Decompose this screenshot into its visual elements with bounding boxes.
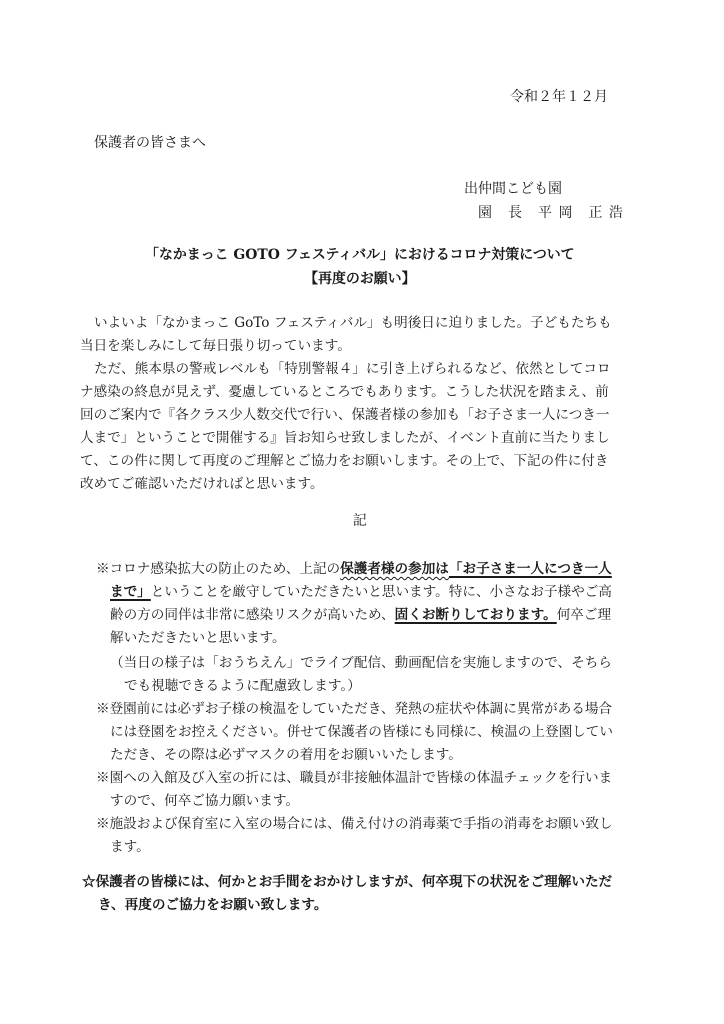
- ki-heading: 記: [352, 513, 367, 529]
- item1-note-line: でも視聴できるように配慮致します。）: [124, 678, 361, 694]
- item1-line: [110, 606, 611, 624]
- sender-organization: 出仲間こども園: [464, 181, 562, 197]
- item1-emphasis: まで」: [110, 584, 151, 600]
- item2-line: には登園をお控えください。併せて保護者の皆様にも同様に、検温の上登園してい: [110, 724, 613, 740]
- item1-note-line: （当日の様子は「おうちえん」でライブ配信、動画配信を実施しますので、そちら: [110, 655, 612, 671]
- item1-line: [96, 560, 612, 578]
- item2-line: ただき、その際は必ずマスクの着用をお願いいたします。: [110, 747, 462, 763]
- intro-line: いよいよ「なかまっこ GoTo フェスティバル」も明後日に迫りました。子どもたちも: [94, 315, 612, 331]
- closing-line: き、再度のご協力をお願い致します。: [98, 897, 328, 913]
- item4-line: ます。: [110, 839, 150, 855]
- item4-line: ※施設および保育室に入室の場合には、備え付けの消毒薬で手指の消毒をお願い致し: [96, 816, 613, 832]
- item1-text: ということを厳守していただきたいと思います。特に、小さなお子様やご高: [150, 584, 612, 600]
- letter-recipient: 保護者の皆さまへ: [94, 135, 206, 151]
- sender-principal: 園 長 平 岡 正 浩: [478, 205, 624, 221]
- intro-line: て、この件に関して再度のご理解とご協力をお願いします。その上で、下記の件に付き: [80, 453, 609, 469]
- item3-line: すので、何卒ご協力願います。: [110, 793, 299, 809]
- intro-line: 人まで」ということで開催する』旨お知らせ致しましたが、イベント直前に当たりまし: [80, 430, 610, 446]
- item1-text: 齢の方の同伴は非常に感染リスクが高いため、: [110, 607, 395, 623]
- item2-line: ※登園前には必ずお子様の検温をしていただき、発熱の症状や体調に異常がある場合: [96, 701, 613, 717]
- item1-line: [110, 583, 612, 601]
- item1-emphasis: 「お子さま一人につき一人: [448, 561, 612, 577]
- letter-subtitle: 【再度のお願い】: [304, 271, 416, 287]
- item1-text: ※コロナ感染拡大の防止のため、上記の: [96, 561, 341, 577]
- item1-emphasis: 固くお断りしております。: [394, 607, 557, 623]
- letter-date: 令和２年１２月: [510, 89, 608, 105]
- intro-line: 当日を楽しみにして毎日張り切っています。: [80, 338, 351, 354]
- intro-line: 回のご案内で『各クラス少人数交代で行い、保護者様の参加も「お子さま一人につき一: [80, 407, 610, 423]
- item1-text: 何卒ご理: [556, 607, 612, 623]
- intro-line: 改めてご確認いただければと思います。: [80, 476, 324, 492]
- letter-title: 「なかまっこ GOTO フェスティバル」におけるコロナ対策について: [145, 247, 575, 263]
- item1-line: 解いただきたいと思います。: [110, 630, 286, 646]
- closing-line: ☆保護者の皆様には、何かとお手間をおかけしますが、何卒現下の状況をご理解いただ: [82, 874, 613, 890]
- intro-line: ただ、熊本県の警戒レベルも「特別警報４」に引き上げられるなど、依然としてコロ: [94, 361, 611, 377]
- item1-emphasis: 保護者様の参加は: [340, 561, 449, 577]
- intro-line: ナ感染の終息が見えず、憂慮しているところでもあります。こうした状況を踏まえ、前: [80, 384, 609, 400]
- item3-line: ※園への入館及び入室の折には、職員が非接触体温計で皆様の体温チェックを行いま: [96, 770, 613, 786]
